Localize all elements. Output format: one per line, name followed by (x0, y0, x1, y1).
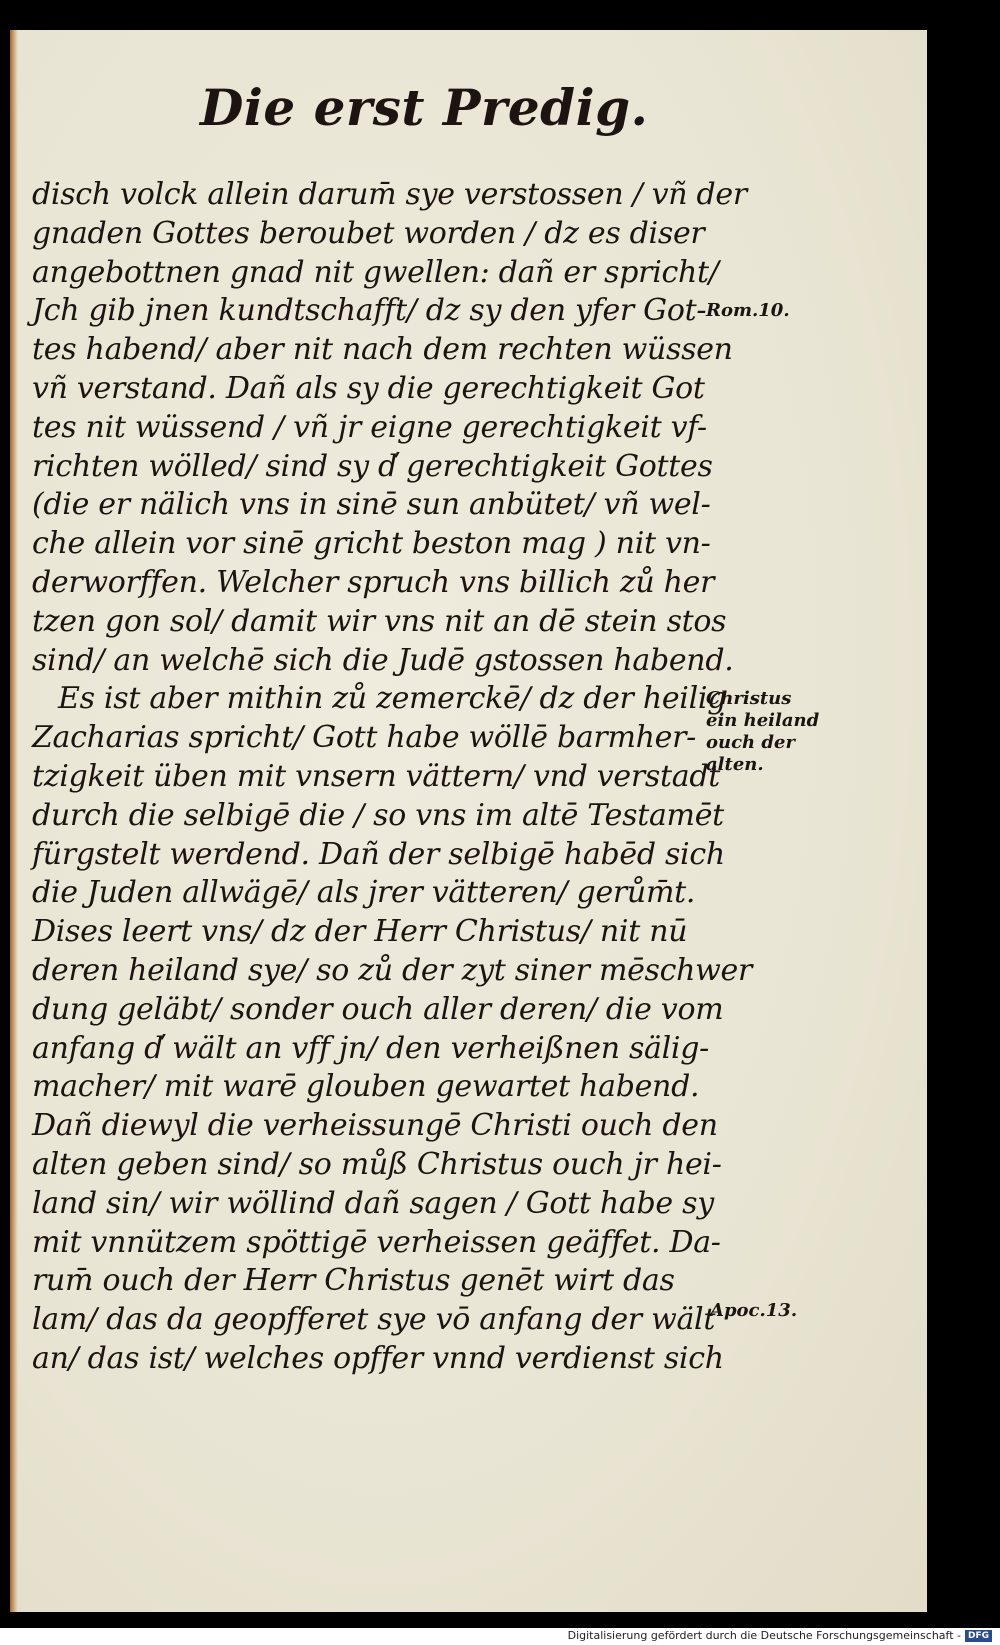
margin-note-rom: Rom.10. (706, 300, 790, 321)
text-line: tes habend/ aber nit nach dem rechten wüssen (32, 332, 733, 368)
footer (568, 1629, 992, 1642)
text-line: Dises leert vns/ dz der Herr Christus/ nit nū (32, 914, 688, 950)
text-line: fürgstelt werdend. Dañ der selbigē habēd sich (32, 836, 725, 872)
text-line: mit vnnützem spöttigē verheissen geäffet. Da- (32, 1224, 721, 1260)
text-line: disch volck allein darum̄ sye verstossen / vñ der (32, 177, 747, 212)
text-line: durch die selbigē die / so vns im altē Testamēt (32, 797, 724, 833)
text-line: anfang d̕ wält an vff jn/ den verheißnen sälig- (32, 1030, 709, 1066)
footer-text: Digitalisierung gefördert durch die Deutsche Forschungsgemeinschaft - (567, 1629, 961, 1642)
text-line: sind/ an welchē sich die Judē gstossen habend. (32, 642, 734, 678)
margin-note-christus (706, 688, 819, 776)
text-line: Zacharias spricht/ Gott habe wöllē barmher- (32, 720, 696, 756)
margin-note-line: Christus (706, 688, 792, 709)
text-line: Jch gib jnen kundtschafft/ dz sy den yfer Got- (32, 293, 707, 329)
page-edge (10, 30, 18, 1612)
text-line: an/ das ist/ welches opffer vnnd verdienst sich (32, 1340, 724, 1376)
text-line: lam/ das da geopfferet sye vō anfang der wält (32, 1302, 716, 1338)
text-line: (die er nälich vns in sinē sun anbütet/ vñ wel- (32, 487, 711, 523)
text-line: Dañ diewyl die verheissungē Christi ouch den (32, 1108, 718, 1144)
margin-note-line: ouch der (706, 732, 795, 753)
text-line: vñ verstand. Dañ als sy die gerechtigkeit Got (32, 370, 705, 406)
text-line: tzigkeit üben mit vnsern vättern/ vnd verstadt (32, 758, 721, 794)
text-line: derworffen. Welcher spruch vns billich zů her (32, 564, 715, 600)
text-line: deren heiland sye/ so zů der zyt siner mēschwer (32, 952, 753, 988)
text-line: dung geläbt/ sonder ouch aller deren/ die vom (32, 991, 724, 1027)
dfg-logo[interactable]: DFG (965, 1630, 992, 1642)
text-line: Es ist aber mithin zů zemerckē/ dz der heilig (58, 681, 727, 717)
text-line: alten geben sind/ so můß Christus ouch jr hei- (32, 1146, 722, 1182)
text-line: che allein vor sinē gricht beston mag ) nit vn- (32, 526, 711, 562)
running-head: Die erst Predig. (200, 78, 649, 137)
margin-note-line: alten. (706, 754, 764, 775)
text-line: tes nit wüssend / vñ jr eigne gerechtigkeit vf- (32, 409, 707, 445)
text-line: macher/ mit warē glouben gewartet habend. (32, 1069, 700, 1105)
text-line: die Juden allwägē/ als jrer vätteren/ gerům̄t. (32, 875, 696, 911)
text-line: tzen gon sol/ damit wir vns nit an dē stein stos (32, 603, 727, 639)
text-line: rum̄ ouch der Herr Christus genēt wirt das (32, 1263, 675, 1299)
text-line: gnaden Gottes beroubet worden / dz es diser (32, 215, 705, 251)
text-line: richten wölled/ sind sy d̕ gerechtigkeit Gottes (32, 448, 713, 484)
text-line: angebottnen gnad nit gwellen: dañ er spricht/ (32, 254, 719, 290)
margin-note-line: ein heiland (706, 710, 820, 731)
margin-note-apoc: Apoc.13. (710, 1300, 798, 1321)
text-line: land sin/ wir wöllind dañ sagen / Gott habe sy (32, 1185, 714, 1221)
